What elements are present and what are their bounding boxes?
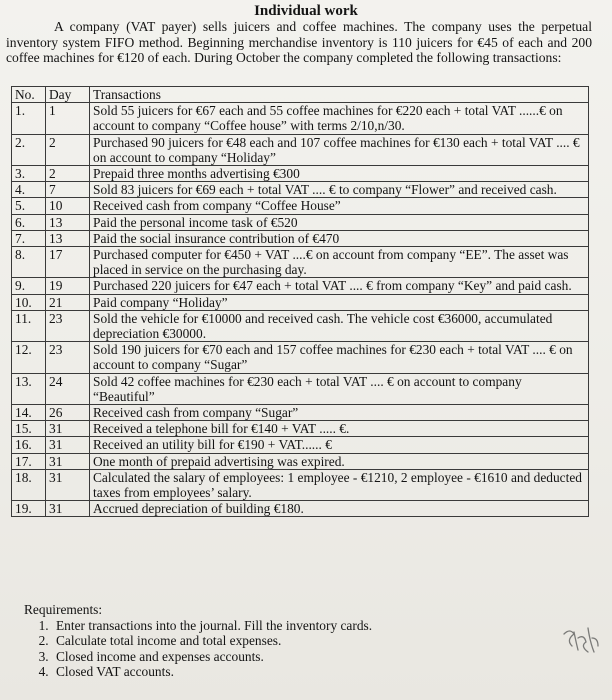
cell-no: 6. [12,214,46,230]
cell-no: 15. [12,421,46,437]
cell-transaction: Sold 83 juicers for €69 each + total VAT .... € to company “Flower” and received cash. [90,182,589,198]
requirements-heading: Requirements: [24,602,103,617]
cell-no: 3. [12,166,46,182]
cell-day: 31 [46,469,90,500]
cell-day: 13 [46,230,90,246]
cell-transaction: Received an utility bill for €190 + VAT...... € [90,437,589,453]
cell-day: 31 [46,501,90,517]
cell-no: 17. [12,453,46,469]
cell-transaction: Purchased 220 juicers for €47 each + total VAT .... € from company “Key” and paid cash. [90,278,589,294]
requirement-item: 3. Closed income and expenses accounts. [52,649,584,665]
cell-day: 7 [46,182,90,198]
cell-no: 10. [12,294,46,310]
cell-no: 12. [12,342,46,373]
cell-transaction: One month of prepaid advertising was expired. [90,453,589,469]
table-row [12,453,589,469]
cell-no: 11. [12,310,46,341]
cell-no: 19. [12,501,46,517]
table-row [12,230,589,246]
cell-transaction: Sold 55 juicers for €67 each and 55 coffee machines for €220 each + total VAT ......€ on account to company “Coffee house” with terms 2/10,n/30. [90,103,589,134]
cell-day: 24 [46,373,90,404]
table-row [12,310,589,341]
table-row [12,501,589,517]
cell-no: 13. [12,373,46,404]
cell-no: 16. [12,437,46,453]
header-transactions: Transactions [90,87,589,103]
table-row [12,166,589,182]
cell-day: 17 [46,247,90,278]
cell-transaction: Paid the personal income task of €520 [90,214,589,230]
table-row [12,214,589,230]
header-day: Day [46,87,90,103]
cell-day: 31 [46,453,90,469]
table-row [12,134,589,165]
cell-no: 5. [12,198,46,214]
cell-transaction: Received cash from company “Sugar” [90,405,589,421]
cell-no: 1. [12,103,46,134]
cell-no: 14. [12,405,46,421]
table-row [12,182,589,198]
cell-day: 2 [46,166,90,182]
requirement-item: 1. Enter transactions into the journal. Fill the inventory cards. [52,618,584,634]
cell-day: 1 [46,103,90,134]
table-row [12,278,589,294]
cell-day: 2 [46,134,90,165]
table-row [12,198,589,214]
cell-no: 8. [12,247,46,278]
cell-day: 10 [46,198,90,214]
table-row [12,103,589,134]
cell-transaction: Sold 190 juicers for €70 each and 157 coffee machines for €230 each + total VAT .... € on account to company “Sugar” [90,342,589,373]
cell-no: 2. [12,134,46,165]
table-header-row [12,87,589,103]
requirements-list [24,618,584,680]
cell-transaction: Received cash from company “Coffee House” [90,198,589,214]
cell-day: 26 [46,405,90,421]
cell-transaction: Paid company “Holiday” [90,294,589,310]
requirement-item: 4. Closed VAT accounts. [52,664,584,680]
cell-no: 18. [12,469,46,500]
cell-day: 21 [46,294,90,310]
cell-transaction: Purchased 90 juicers for €48 each and 107 coffee machines for €130 each + total VAT .... € on account to company “Holiday” [90,134,589,165]
requirements-section [24,602,584,680]
table-row [12,469,589,500]
cell-day: 23 [46,342,90,373]
cell-no: 4. [12,182,46,198]
table-row [12,405,589,421]
table-row [12,294,589,310]
cell-day: 23 [46,310,90,341]
document-title: Individual work [254,3,358,19]
table-row [12,373,589,404]
cell-transaction: Prepaid three months advertising €300 [90,166,589,182]
table-row [12,342,589,373]
header-no: No. [12,87,46,103]
cell-transaction: Calculated the salary of employees: 1 employee - €1210, 2 employee - €1610 and deducted taxes from employees’ salary. [90,469,589,500]
cell-day: 31 [46,437,90,453]
transactions-body [12,103,589,517]
cell-day: 13 [46,214,90,230]
intro-paragraph [6,19,592,66]
cell-transaction: Sold 42 coffee machines for €230 each + total VAT .... € on account to company “Beautiful” [90,373,589,404]
requirement-item: 2. Calculate total income and total expenses. [52,633,584,649]
table-row [12,421,589,437]
handwritten-signature [556,620,604,664]
cell-no: 9. [12,278,46,294]
cell-transaction: Purchased computer for €450 + VAT ....€ on account from company “EE”. The asset was placed in service on the purchasing day. [90,247,589,278]
cell-transaction: Received a telephone bill for €140 + VAT ..... €. [90,421,589,437]
cell-day: 31 [46,421,90,437]
table-row [12,437,589,453]
cell-transaction: Accrued depreciation of building €180. [90,501,589,517]
cell-transaction: Sold the vehicle for €10000 and received cash. The vehicle cost €36000, accumulated depreciation €30000. [90,310,589,341]
cell-transaction: Paid the social insurance contribution of €470 [90,230,589,246]
table-row [12,247,589,278]
cell-day: 19 [46,278,90,294]
transactions-table [11,86,589,517]
cell-no: 7. [12,230,46,246]
intro-text: A company (VAT payer) sells juicers and coffee machines. The company uses the perpetual inventory system FIFO method. Beginning merchandise inventory is 110 juicers for €45 of each and 200 coffee machines for €120 of each. During October the company completed the following transactions: [6,19,592,66]
